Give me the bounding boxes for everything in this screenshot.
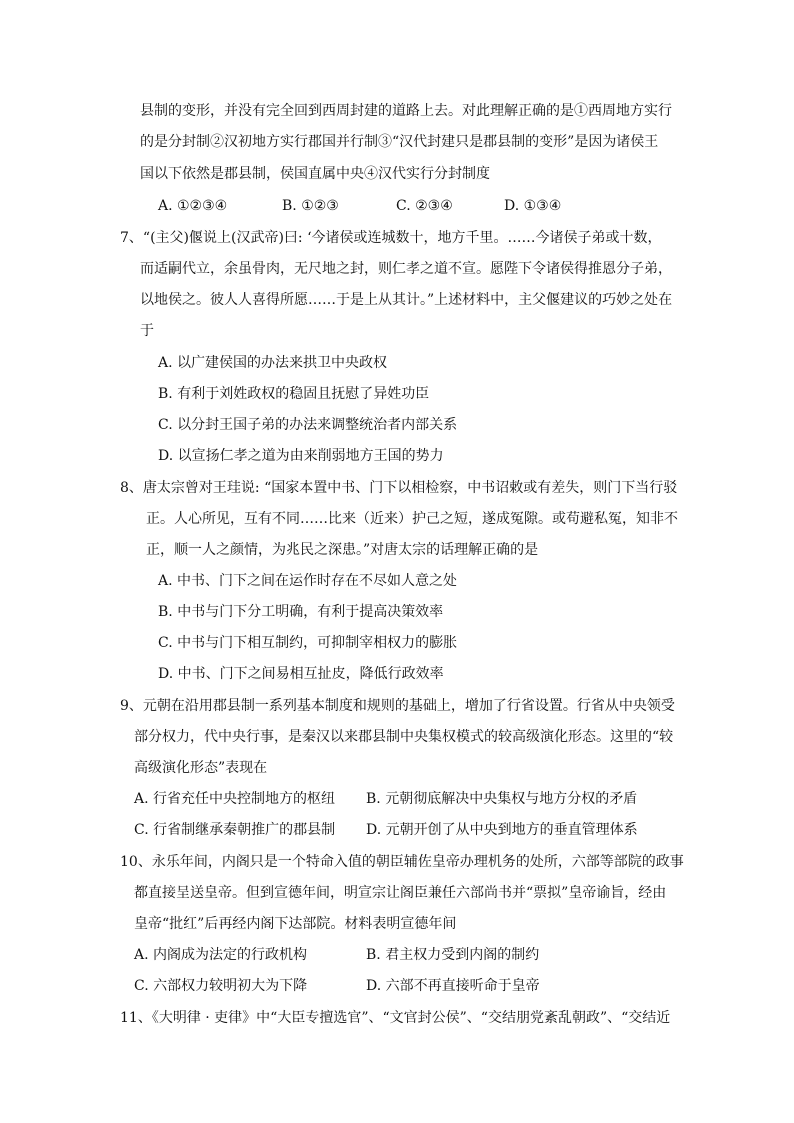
q7-line-4: 于 [140,323,154,339]
q6-option-b: B. ①②③ [282,198,339,214]
q10-line-1: 10、永乐年间，内阁只是一个特命入值的朝臣辅佐皇帝办理机务的处所，六部等部院的政事 [120,854,684,870]
q6-option-c: C. ②③④ [396,198,453,214]
q8-option-a: A. 中书、门下之间在运作时存在不尽如人意之处 [158,573,458,589]
q9-option-d: D. 元朝开创了从中央到地方的垂直管理体系 [366,822,638,838]
q7-line-1: 7、“(主父)偃说上(汉武帝)曰: ‘今诸侯或连城数十，地方千里。……今诸侯子弟或十数， [120,230,662,246]
q9-option-b: B. 元朝彻底解决中央集权与地方分权的矛盾 [366,791,638,807]
q8-line-2: 正。人心所见，互有不同……比来（近来）护己之短，遂成冤隙。或苟避私冤，知非不 [146,511,678,527]
q10-line-2: 都直接呈送皇帝。但到宣德年间，明宣宗让阁臣兼任六部尚书并“票拟”皇帝谕旨，经由 [134,885,667,901]
q10-line-3: 皇帝“批红”后再经内阁下达部院。材料表明宣德年间 [134,916,457,932]
q11-line-1: 11、《大明律 · 吏律》中“大臣专擅选官”、“文官封公侯”、“交结朋党紊乱朝政”、“交结近 [120,1010,671,1026]
q8-option-b: B. 中书与门下分工明确，有利于提高决策效率 [158,604,444,620]
q9-line-1: 9、元朝在沿用郡县制一系列基本制度和规则的基础上，增加了行省设置。行省从中央领受 [120,698,675,714]
q7-option-c: C. 以分封王国子弟的办法来调整统治者内部关系 [158,417,458,433]
q7-option-b: B. 有利于刘姓政权的稳固且抚慰了异姓功臣 [158,386,430,402]
q7-line-3: 以地侯之。彼人人喜得所愿……于是上从其计。”上述材料中，主父偃建议的巧妙之处在 [140,292,673,308]
q10-option-a: A. 内阁成为法定的行政机构 [134,947,308,963]
q9-option-c: C. 行省制继承秦朝推广的郡县制 [134,822,336,838]
q7-line-2: 而适嗣代立，余虽骨肉，无尺地之封，则仁孝之道不宣。愿陛下令诸侯得推恩分子弟， [140,261,672,277]
q8-line-3: 正，顺一人之颜情，为兆民之深患。”对唐太宗的话理解正确的是 [146,542,539,558]
q6-line-3: 国以下依然是郡县制，侯国直属中央④汉代实行分封制度 [140,166,490,182]
q8-line-1: 8、唐太宗曾对王珪说: “国家本置中书、门下以相检察，中书诏敕或有差失，则门下当行驳 [120,480,678,496]
q6-option-a: A. ①②③④ [158,198,228,214]
q8-option-c: C. 中书与门下相互制约，可抑制宰相权力的膨胀 [158,635,458,651]
q10-option-c: C. 六部权力较明初大为下降 [134,978,308,994]
q7-option-a: A. 以广建侯国的办法来拱卫中央政权 [158,355,388,371]
q8-option-d: D. 中书、门下之间易相互扯皮，降低行政效率 [158,666,444,682]
q6-line-2: 的是分封制②汉初地方实行郡国并行制③“汉代封建只是郡县制的变形”是因为诸侯王 [140,134,659,150]
q6-line-1: 县制的变形，并没有完全回到西周封建的道路上去。对此理解正确的是①西周地方实行 [140,103,672,119]
q9-line-3: 高级演化形态”表现在 [134,760,268,776]
q10-option-d: D. 六部不再直接听命于皇帝 [366,978,540,994]
q6-option-d: D. ①③④ [504,198,562,214]
q9-line-2: 部分权力，代中央行事，是秦汉以来郡县制中央集权模式的较高级演化形态。这里的“较 [134,729,674,745]
q9-option-a: A. 行省充任中央控制地方的枢纽 [134,791,336,807]
q10-option-b: B. 君主权力受到内阁的制约 [366,947,540,963]
q7-option-d: D. 以宣扬仁孝之道为由来削弱地方王国的势力 [158,448,444,464]
